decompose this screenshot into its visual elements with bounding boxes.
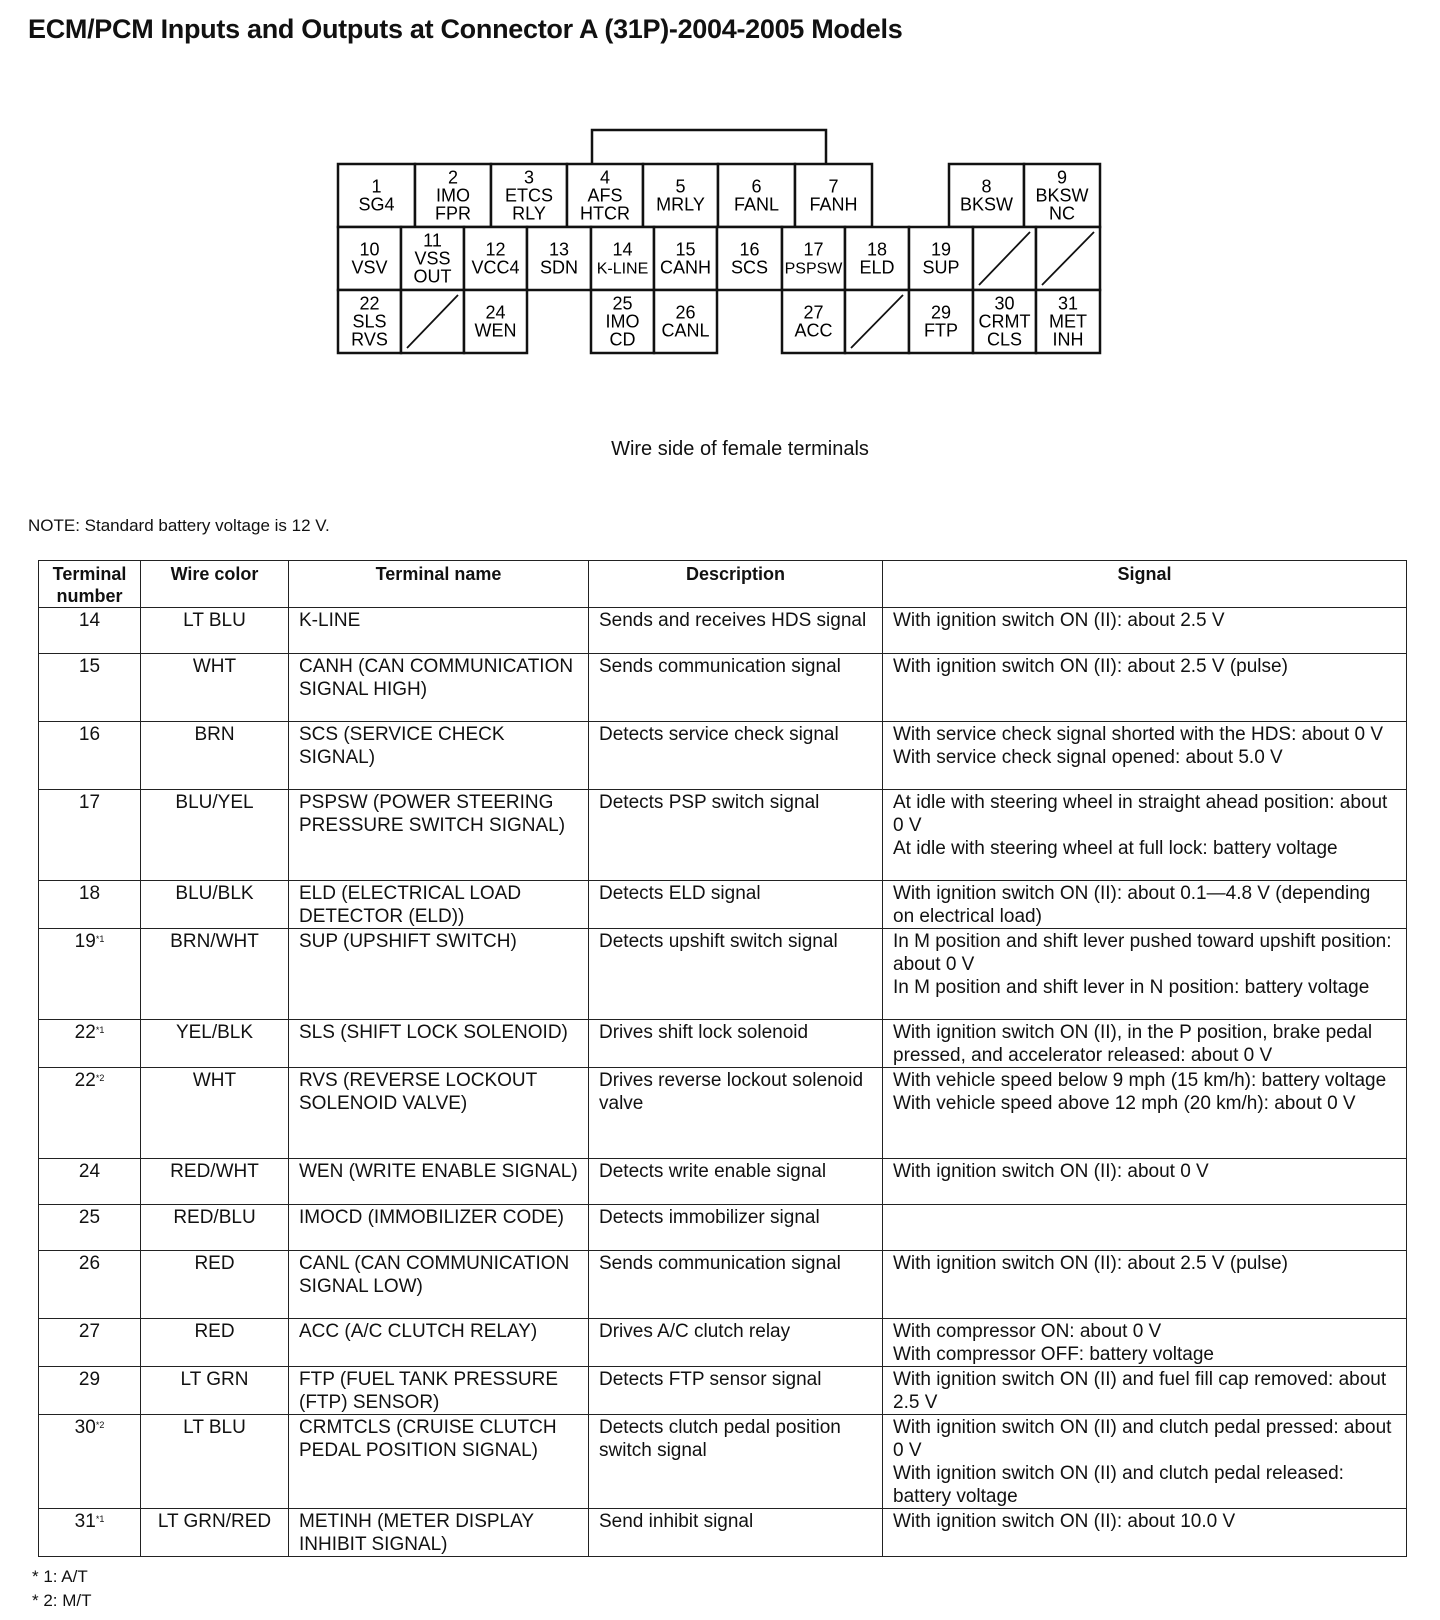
pin-label: FANL — [733, 194, 780, 215]
pin-number: 5 — [675, 176, 686, 197]
pin-label: SLS — [352, 311, 387, 332]
connector-pin-16 — [717, 227, 782, 290]
terminal-number: 27 — [78, 1321, 101, 1342]
description-cell: Drives A/C clutch relay — [589, 1319, 883, 1367]
description-cell: Sends communication signal — [589, 1251, 883, 1319]
pin-label: VCC4 — [471, 257, 520, 278]
table-header-row — [39, 561, 1407, 608]
signal-line: In M position and shift lever pushed toward upshift position: about 0 V — [893, 931, 1392, 975]
pin-number: 29 — [930, 302, 952, 323]
pin-number: 14 — [612, 239, 633, 260]
table-row — [39, 1068, 1407, 1159]
connector-pin-25 — [591, 290, 654, 353]
connector-key-tab — [592, 130, 826, 164]
pin-label: MET — [1049, 311, 1087, 332]
description-cell: Detects write enable signal — [589, 1159, 883, 1205]
pin-number: 26 — [675, 302, 696, 323]
wire-color-cell: BLU/BLK — [141, 881, 289, 929]
signal-cell — [883, 1205, 1407, 1251]
pin-number: 8 — [981, 176, 992, 197]
terminal-number-cell — [39, 1509, 141, 1557]
terminal-name-cell: SUP (UPSHIFT SWITCH) — [289, 929, 589, 1020]
table-row — [39, 1020, 1407, 1068]
signal-line: With ignition switch ON (II): about 2.5 V (pulse) — [893, 656, 1288, 677]
terminal-number-cell — [39, 1159, 141, 1205]
pin-label: CRMT — [978, 311, 1031, 332]
terminal-number-cell — [39, 790, 141, 881]
connector-caption: Wire side of female terminals — [611, 438, 869, 460]
battery-voltage-note: NOTE: Standard battery voltage is 12 V. — [28, 516, 330, 535]
table-row — [39, 929, 1407, 1020]
terminal-name-cell: ACC (A/C CLUTCH RELAY) — [289, 1319, 589, 1367]
connector-cavity-empty — [401, 290, 464, 353]
pin-label: K-LINE — [596, 260, 649, 278]
terminal-name-cell: RVS (REVERSE LOCKOUT SOLENOID VALVE) — [289, 1068, 589, 1159]
signal-line: With compressor ON: about 0 V — [893, 1321, 1162, 1342]
terminal-footnote-marker: *2 — [95, 1073, 105, 1083]
terminal-number: 22 — [74, 1070, 96, 1091]
connector-pin-8 — [949, 164, 1024, 227]
terminal-name-cell: WEN (WRITE ENABLE SIGNAL) — [289, 1159, 589, 1205]
header-wire-color: Wire color — [141, 561, 289, 608]
description-cell: Sends and receives HDS signal — [589, 608, 883, 654]
connector-pin-19 — [909, 227, 973, 290]
pin-label: SUP — [922, 257, 960, 278]
pin-number: 19 — [930, 239, 952, 260]
pin-label: CANL — [661, 320, 710, 341]
connector-pin-9 — [1024, 164, 1100, 227]
signal-line: At idle with steering wheel at full lock: battery voltage — [893, 838, 1338, 859]
description-cell: Detects ELD signal — [589, 881, 883, 929]
signal-line: With ignition switch ON (II): about 10.0 V — [893, 1511, 1236, 1532]
signal-cell — [883, 881, 1407, 929]
connector-pin-27 — [782, 290, 845, 353]
connector-pin-18 — [845, 227, 909, 290]
terminal-number-cell — [39, 1251, 141, 1319]
pin-label: MRLY — [656, 194, 705, 215]
terminal-name-cell: ELD (ELECTRICAL LOAD DETECTOR (ELD)) — [289, 881, 589, 929]
table-row — [39, 608, 1407, 654]
description-cell: Drives reverse lockout solenoid valve — [589, 1068, 883, 1159]
description-cell: Sends communication signal — [589, 654, 883, 722]
pin-label: CD — [609, 329, 636, 350]
terminal-name-cell: SLS (SHIFT LOCK SOLENOID) — [289, 1020, 589, 1068]
description-cell: Detects FTP sensor signal — [589, 1367, 883, 1415]
wire-color-cell: YEL/BLK — [141, 1020, 289, 1068]
pin-number: 1 — [371, 176, 382, 197]
pin-label: ETCS — [504, 185, 554, 206]
pin-label: SDN — [539, 257, 579, 278]
signal-line: At idle with steering wheel in straight ahead position: about 0 V — [893, 792, 1388, 836]
pin-number: 4 — [599, 167, 611, 188]
terminal-number: 26 — [78, 1253, 101, 1274]
pin-number: 6 — [751, 176, 762, 197]
signal-table — [38, 560, 1407, 1557]
pin-label: RLY — [512, 203, 546, 224]
signal-cell — [883, 929, 1407, 1020]
signal-line: In M position and shift lever in N position: battery voltage — [893, 977, 1370, 998]
wire-color-cell: BRN — [141, 722, 289, 790]
table-row — [39, 1415, 1407, 1509]
connector-pin-13 — [527, 227, 591, 290]
terminal-number: 14 — [78, 610, 101, 631]
footnote-2: * 2: M/T — [32, 1591, 92, 1610]
signal-line: With vehicle speed above 12 mph (20 km/h): about 0 V — [893, 1093, 1356, 1114]
signal-cell — [883, 654, 1407, 722]
description-cell: Drives shift lock solenoid — [589, 1020, 883, 1068]
table-row — [39, 654, 1407, 722]
wire-color-cell: LT GRN/RED — [141, 1509, 289, 1557]
pin-label: FANH — [809, 194, 858, 215]
terminal-name-cell: IMOCD (IMMOBILIZER CODE) — [289, 1205, 589, 1251]
pin-label: CANH — [659, 257, 712, 278]
terminal-number: 22 — [74, 1022, 96, 1043]
terminal-number: 17 — [78, 792, 101, 813]
wire-color-cell: LT BLU — [141, 608, 289, 654]
pin-number: 17 — [803, 239, 824, 260]
connector-pin-7 — [795, 164, 872, 227]
signal-line: With service check signal opened: about 5.0 V — [893, 747, 1283, 768]
connector-pin-29 — [909, 290, 973, 353]
description-cell: Detects service check signal — [589, 722, 883, 790]
terminal-number: 25 — [78, 1207, 101, 1228]
connector-pin-31 — [1036, 290, 1100, 353]
connector-pin-10 — [338, 227, 401, 290]
pin-number: 31 — [1057, 293, 1079, 314]
wire-color-cell: WHT — [141, 1068, 289, 1159]
terminal-footnote-marker: *1 — [95, 1025, 105, 1035]
pin-number: 30 — [994, 293, 1015, 314]
terminal-number: 29 — [78, 1369, 101, 1390]
pin-number: 22 — [359, 293, 380, 314]
wire-color-cell: WHT — [141, 654, 289, 722]
signal-cell — [883, 1020, 1407, 1068]
terminal-footnote-marker: *2 — [95, 1420, 105, 1430]
table-row — [39, 790, 1407, 881]
description-cell: Detects immobilizer signal — [589, 1205, 883, 1251]
terminal-number-cell — [39, 1068, 141, 1159]
pin-label: RVS — [351, 329, 388, 350]
signal-line: With ignition switch ON (II): about 2.5 V — [893, 610, 1225, 631]
pin-label: VSS — [414, 248, 451, 269]
footnote-1: * 1: A/T — [32, 1567, 88, 1586]
terminal-number-cell — [39, 881, 141, 929]
signal-cell — [883, 1068, 1407, 1159]
header-terminal-name: Terminal name — [289, 561, 589, 608]
connector-pin-24 — [464, 290, 527, 353]
terminal-footnote-marker: *1 — [95, 1514, 105, 1524]
connector-pin-14 — [591, 227, 654, 290]
connector-pin-3 — [491, 164, 567, 227]
pin-number: 11 — [423, 230, 442, 251]
table-row — [39, 722, 1407, 790]
table-row — [39, 881, 1407, 929]
wire-color-cell: RED/BLU — [141, 1205, 289, 1251]
table-row — [39, 1159, 1407, 1205]
connector-pin-5 — [643, 164, 718, 227]
pin-number: 12 — [485, 239, 506, 260]
connector-pin-2 — [415, 164, 491, 227]
pin-label: IMO — [605, 311, 640, 332]
pin-label: NC — [1049, 203, 1075, 224]
pin-label: IMO — [436, 185, 470, 206]
description-cell: Detects upshift switch signal — [589, 929, 883, 1020]
terminal-number: 18 — [78, 883, 101, 904]
pin-label: OUT — [413, 266, 452, 287]
page-title: ECM/PCM Inputs and Outputs at Connector A (31P)-2004-2005 Models — [28, 14, 903, 44]
signal-cell — [883, 608, 1407, 654]
pin-number: 7 — [828, 176, 839, 197]
terminal-footnote-marker: *1 — [95, 934, 105, 944]
description-cell: Send inhibit signal — [589, 1509, 883, 1557]
signal-line: With ignition switch ON (II): about 2.5 V (pulse) — [893, 1253, 1288, 1274]
pin-label: ELD — [859, 257, 895, 278]
connector-pin-6 — [718, 164, 795, 227]
pin-number: 10 — [359, 239, 380, 260]
pin-number: 2 — [447, 167, 459, 188]
signal-cell — [883, 1367, 1407, 1415]
signal-line: With service check signal shorted with the HDS: about 0 V — [893, 724, 1384, 745]
terminal-number-cell — [39, 654, 141, 722]
pin-label: FTP — [924, 320, 958, 341]
pin-number: 3 — [523, 167, 535, 188]
signal-line: With vehicle speed below 9 mph (15 km/h): battery voltage — [893, 1070, 1387, 1091]
pin-label: AFS — [587, 185, 623, 206]
signal-line: With ignition switch ON (II) and clutch pedal pressed: about 0 V — [893, 1417, 1392, 1461]
pin-label: BKSW — [959, 194, 1014, 215]
signal-line: With ignition switch ON (II): about 0 V — [893, 1161, 1209, 1182]
connector-cavity-empty — [1036, 227, 1100, 290]
pin-label: VSV — [351, 257, 388, 278]
pin-number: 18 — [866, 239, 888, 260]
terminal-number: 24 — [78, 1161, 101, 1182]
pin-number: 16 — [739, 239, 760, 260]
terminal-number: 19 — [74, 931, 96, 952]
pin-number: 15 — [675, 239, 696, 260]
signal-cell — [883, 790, 1407, 881]
description-cell: Detects PSP switch signal — [589, 790, 883, 881]
connector-diagram — [0, 0, 1440, 400]
terminal-number: 31 — [74, 1511, 96, 1532]
table-row — [39, 1205, 1407, 1251]
description-cell: Detects clutch pedal position switch signal — [589, 1415, 883, 1509]
terminal-number-cell — [39, 929, 141, 1020]
terminal-name-cell: FTP (FUEL TANK PRESSURE (FTP) SENSOR) — [289, 1367, 589, 1415]
terminal-name-cell: CANL (CAN COMMUNICATION SIGNAL LOW) — [289, 1251, 589, 1319]
terminal-name-cell: K-LINE — [289, 608, 589, 654]
signal-cell — [883, 1319, 1407, 1367]
wire-color-cell: RED — [141, 1319, 289, 1367]
pin-label: WEN — [474, 320, 517, 341]
terminal-name-cell: METINH (METER DISPLAY INHIBIT SIGNAL) — [289, 1509, 589, 1557]
table-body — [39, 608, 1407, 1557]
pin-number: 27 — [803, 302, 824, 323]
table-row — [39, 1509, 1407, 1557]
wire-color-cell: BRN/WHT — [141, 929, 289, 1020]
terminal-number-cell — [39, 1319, 141, 1367]
wire-color-cell: LT GRN — [141, 1367, 289, 1415]
terminal-name-cell: CANH (CAN COMMUNICATION SIGNAL HIGH) — [289, 654, 589, 722]
connector-pin-4 — [567, 164, 643, 227]
table-row — [39, 1251, 1407, 1319]
pin-label: FPR — [435, 203, 471, 224]
signal-cell — [883, 722, 1407, 790]
pin-label: SCS — [730, 257, 769, 278]
pin-label: CLS — [986, 329, 1023, 350]
pin-label: BKSW — [1035, 185, 1089, 206]
connector-pin-26 — [654, 290, 717, 353]
terminal-name-cell: PSPSW (POWER STEERING PRESSURE SWITCH SIGNAL) — [289, 790, 589, 881]
signal-cell — [883, 1251, 1407, 1319]
connector-cavity-empty — [973, 227, 1036, 290]
terminal-number: 16 — [78, 724, 101, 745]
signal-cell — [883, 1509, 1407, 1557]
terminal-number-cell — [39, 1205, 141, 1251]
header-signal: Signal — [883, 561, 1407, 608]
terminal-number-cell — [39, 1367, 141, 1415]
table-row — [39, 1367, 1407, 1415]
connector-pin-22 — [338, 290, 401, 353]
terminal-number-cell — [39, 1415, 141, 1509]
signal-line: With ignition switch ON (II): about 0.1—4.8 V (depending on electrical load) — [893, 883, 1371, 927]
connector-pin-11 — [401, 227, 464, 290]
signal-cell — [883, 1159, 1407, 1205]
wire-color-cell: RED — [141, 1251, 289, 1319]
terminal-name-cell: CRMTCLS (CRUISE CLUTCH PEDAL POSITION SIGNAL) — [289, 1415, 589, 1509]
terminal-number: 30 — [74, 1417, 96, 1438]
terminal-number: 15 — [78, 656, 101, 677]
pin-number: 13 — [548, 239, 570, 260]
terminal-name-cell: SCS (SERVICE CHECK SIGNAL) — [289, 722, 589, 790]
terminal-number-cell — [39, 1020, 141, 1068]
pin-label: ACC — [794, 320, 833, 341]
pin-number: 9 — [1056, 167, 1068, 188]
signal-cell — [883, 1415, 1407, 1509]
pin-number: 24 — [485, 302, 506, 323]
connector-pin-12 — [464, 227, 527, 290]
pin-label: INH — [1052, 329, 1084, 350]
wire-color-cell: RED/WHT — [141, 1159, 289, 1205]
connector-pin-1 — [338, 164, 415, 227]
signal-line: With compressor OFF: battery voltage — [893, 1344, 1214, 1365]
wire-color-cell: BLU/YEL — [141, 790, 289, 881]
connector-cavity-empty — [845, 290, 909, 353]
connector-pin-17 — [782, 227, 845, 290]
table-row — [39, 1319, 1407, 1367]
signal-line: With ignition switch ON (II), in the P position, brake pedal pressed, and accelerator released: about 0 V — [893, 1022, 1373, 1066]
terminal-number-cell — [39, 608, 141, 654]
header-terminal-number: Terminal number — [39, 561, 141, 608]
signal-line: With ignition switch ON (II) and fuel fill cap removed: about 2.5 V — [893, 1369, 1387, 1413]
header-description: Description — [589, 561, 883, 608]
connector-pin-15 — [654, 227, 717, 290]
pin-number: 25 — [612, 293, 633, 314]
terminal-number-cell — [39, 722, 141, 790]
pin-label: HTCR — [580, 203, 630, 224]
pin-label: PSPSW — [784, 260, 843, 278]
signal-line: With ignition switch ON (II) and clutch pedal released: battery voltage — [893, 1463, 1344, 1507]
wire-color-cell: LT BLU — [141, 1415, 289, 1509]
pin-label: SG4 — [358, 194, 395, 215]
connector-pin-30 — [973, 290, 1036, 353]
